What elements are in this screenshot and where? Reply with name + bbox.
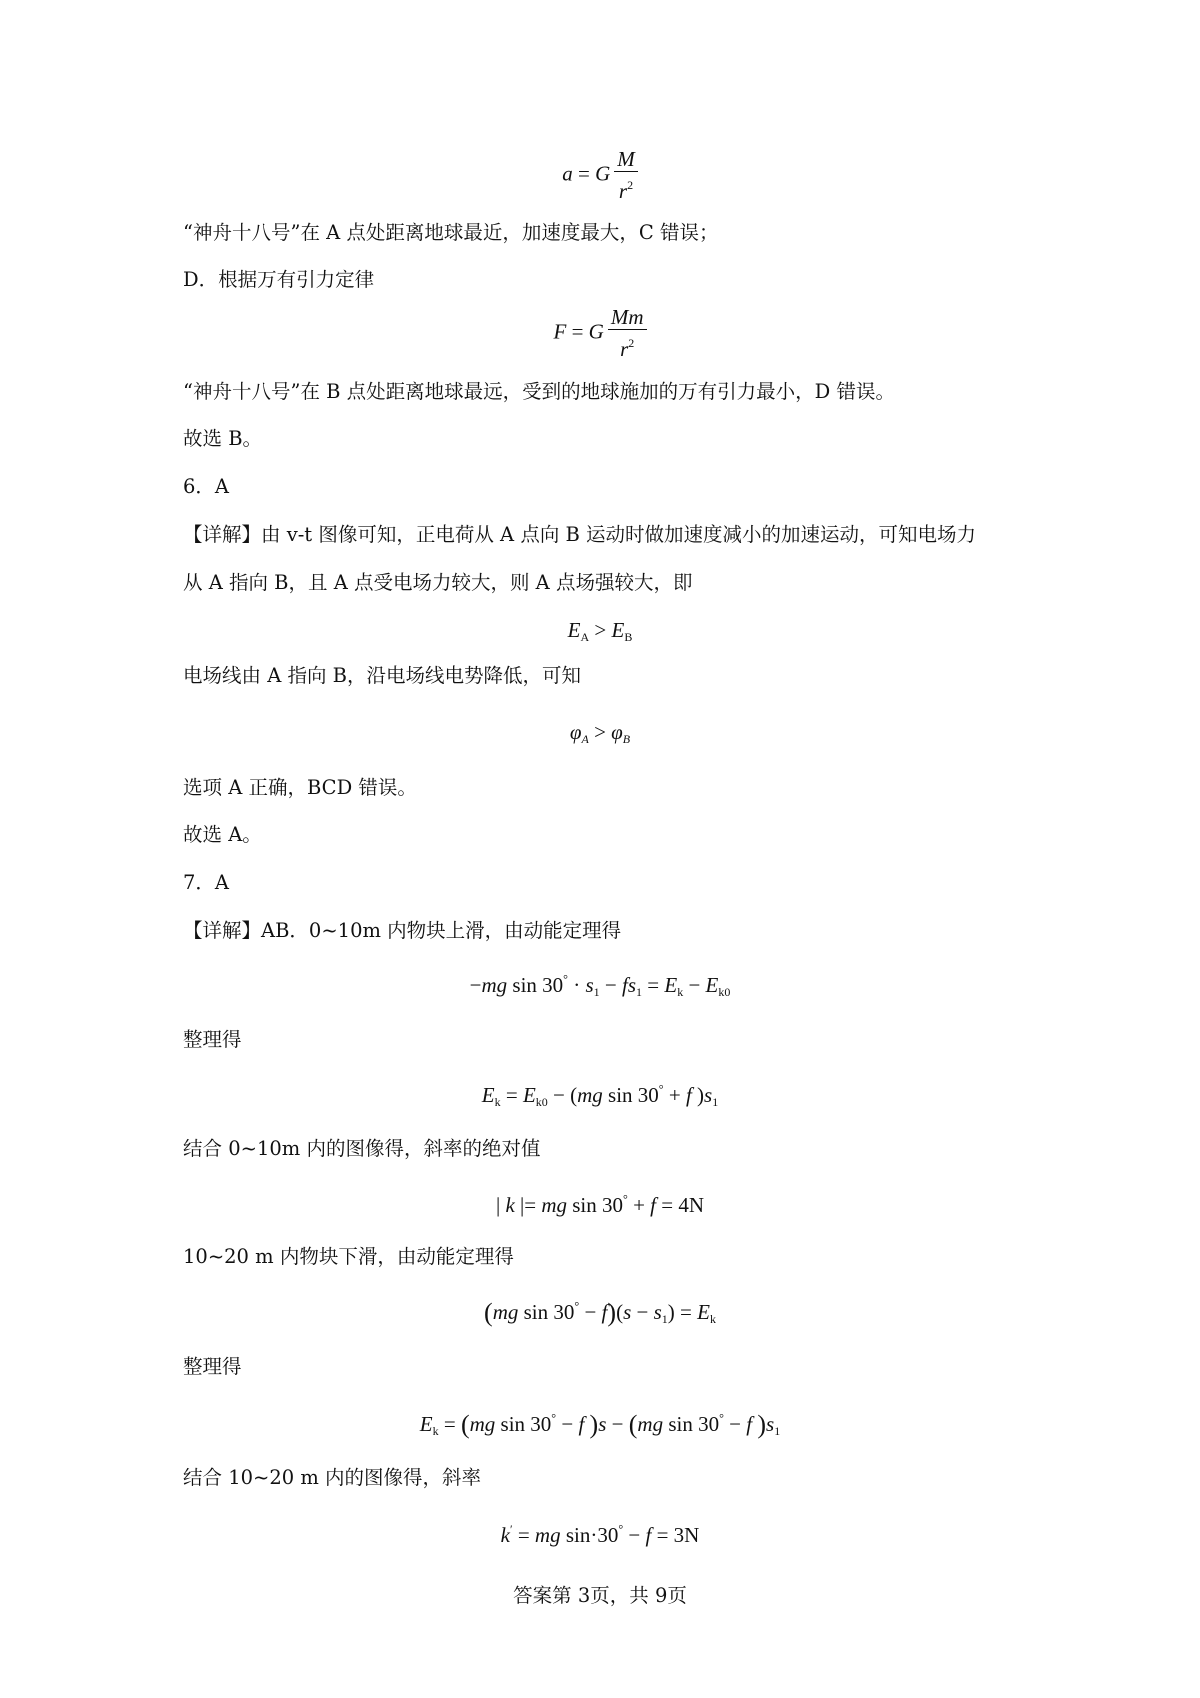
equation-slope-down: k′ = mg sin·30° − f = 3N: [500, 1522, 700, 1547]
text-line-13: 整理得: [183, 1028, 242, 1051]
equation-gravitation: F = G $\frac{Mm}{r^2}$: [0, 306, 1200, 361]
equation-field-strength: $E_A > E_B$: [567, 618, 633, 644]
text-line-17: 结合 10~20 m 内的图像得，斜率: [183, 1466, 482, 1489]
text-line-2: D．根据万有引力定律: [183, 268, 375, 291]
equation-work-energy-down: (mg $\sin 30^\circ - f)(s - s_1) = E_k$: [484, 1298, 716, 1327]
equation-potential: $\varphi_A > \varphi_B$: [569, 720, 631, 746]
text-line-12: 【详解】AB．0~10m 内物块上滑，由动能定理得: [183, 919, 622, 942]
equation-work-energy-up: −mg $\sin 30^\circ \cdot s_1 - fs_1 = E_k - E_{k0}$: [469, 972, 731, 999]
text-line-15: 10~20 m 内物块下滑，由动能定理得: [183, 1245, 514, 1268]
text-line-10: 故选 A。: [183, 823, 262, 846]
equation-slope-up: | k |= mg sin 30° + f = 4N: [495, 1192, 705, 1217]
equation-ek-down: $E_k = (mg$ sin 30° − f )s − (mg sin 30° − f )$s_1$: [419, 1410, 781, 1439]
equation-acceleration: a = G $\frac{M}{r^2}$: [0, 148, 1200, 203]
text-line-8: 电场线由 A 指向 B，沿电场线电势降低，可知: [183, 664, 582, 687]
text-line-1: “神舟十八号”在 A 点处距离地球最近，加速度最大，C 错误；: [183, 221, 719, 244]
text-line-4: 故选 B。: [183, 427, 263, 450]
text-line-7: 从 A 指向 B，且 A 点受电场力较大，则 A 点场强较大，即: [183, 571, 693, 594]
text-line-6: 【详解】由 v-t 图像可知，正电荷从 A 点向 B 运动时做加速度减小的加速运动，可知电场力: [183, 523, 977, 546]
text-line-11: 7．A: [183, 871, 229, 894]
text-line-14: 结合 0~10m 内的图像得，斜率的绝对值: [183, 1137, 541, 1160]
page-footer: 答案第 3页，共 9页: [513, 1584, 687, 1607]
equation-ek-up: $E_k = E_{k0} - (mg$ sin 30° + f )$s_1$: [481, 1082, 719, 1109]
text-line-5: 6．A: [183, 475, 229, 498]
text-line-16: 整理得: [183, 1355, 242, 1378]
text-line-3: “神舟十八号”在 B 点处距离地球最远，受到的地球施加的万有引力最小，D 错误。: [183, 380, 895, 403]
text-line-9: 选项 A 正确，BCD 错误。: [183, 776, 417, 799]
